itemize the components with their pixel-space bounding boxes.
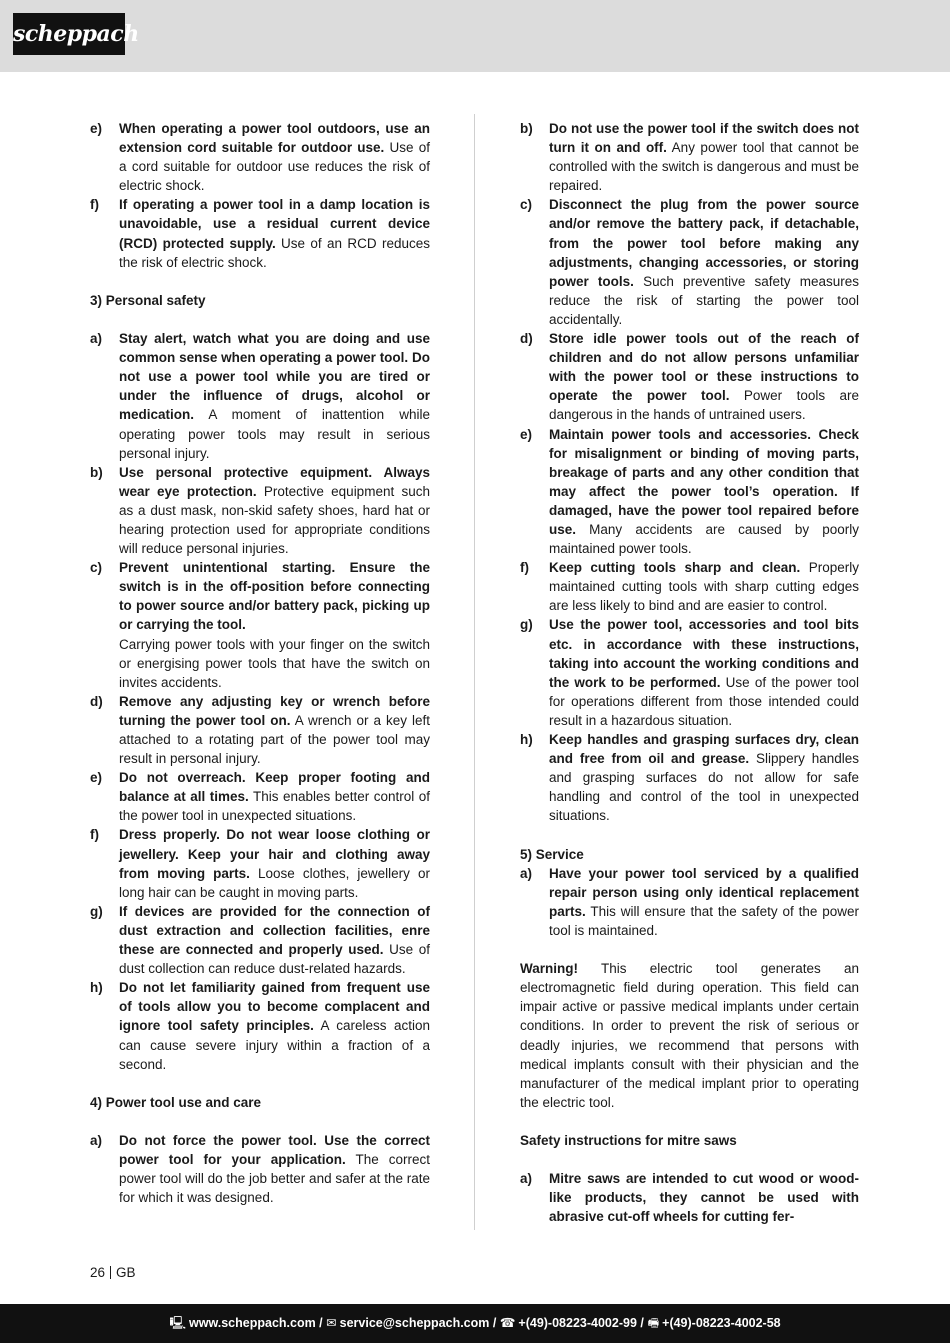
item-bold-text: If operating a power tool in a damp location is unavoidable, use a residual current device (RCD) protected supply. bbox=[119, 197, 430, 251]
right-column bbox=[520, 119, 859, 1226]
section-heading: 4) Power tool use and care bbox=[90, 1094, 262, 1110]
item-text: Protective equipment such as a dust mask, non-skid safety shoes, hard hat or hearing protection used for appropriate conditions will reduce personal injuries. bbox=[119, 483, 430, 557]
item-label: g) bbox=[90, 903, 103, 919]
item-text: Use of an RCD reduces the risk of electric shock. bbox=[119, 235, 430, 270]
page-number-value: 26 bbox=[90, 1265, 106, 1280]
item-bold-text: Use the power tool, accessories and tool bits etc. in accordance with these instructions, taking into account the working conditions and the work to be performed. bbox=[549, 617, 859, 690]
list-item bbox=[520, 615, 859, 730]
item-text: A moment of inattention while operating power tools may result in serious personal injury. bbox=[119, 407, 430, 461]
item-label: g) bbox=[520, 617, 533, 633]
list-item bbox=[90, 329, 430, 463]
item-text: Properly maintained cutting tools with sharp cutting edges are less likely to bind and are easier to control. bbox=[549, 560, 859, 614]
item-label: a) bbox=[90, 1132, 103, 1148]
column-divider bbox=[474, 114, 475, 1230]
item-bold-text: Have your power tool serviced by a qualified repair person using only identical replacement parts. bbox=[549, 865, 859, 919]
item-bold-text: Mitre saws are intended to cut wood or wood-like products, they cannot be used with abrasive cut-off wheels for cutting fer- bbox=[549, 1171, 859, 1225]
left-column bbox=[90, 119, 430, 1207]
item-text: The correct power tool will do the job better and safer at the rate for which it was designed. bbox=[119, 1152, 430, 1206]
item-text: Slippery handles and grasping surfaces do not allow for safe handling and control of the tool in unexpected situations. bbox=[549, 751, 859, 824]
item-label: a) bbox=[520, 1171, 533, 1187]
item-bold-text: Maintain power tools and accessories. Check for misalignment or binding of moving parts, breakage of parts and any other condition that may affect the power tool’s operation. If damaged, have the power tool repaired before use. bbox=[549, 426, 859, 537]
item-label: f) bbox=[90, 197, 99, 213]
warning-label: Warning! bbox=[520, 961, 578, 977]
list-item bbox=[520, 119, 859, 195]
list-item bbox=[520, 730, 859, 825]
item-label: b) bbox=[90, 464, 103, 480]
warning-paragraph bbox=[520, 959, 859, 1112]
footer-fax: +(49)-08223-4002-58 bbox=[662, 1316, 781, 1330]
list-item bbox=[90, 825, 430, 901]
item-text: Any power tool that cannot be controlled with the switch is dangerous and must be repaired. bbox=[549, 140, 859, 194]
email-icon: ✉ bbox=[326, 1316, 337, 1330]
item-bold-text: Do not use the power tool if the switch does not turn it on and off. bbox=[549, 121, 859, 156]
item-text: Use of dust collection can reduce dust-related hazards. bbox=[119, 942, 430, 977]
item-label: c) bbox=[520, 197, 533, 213]
section-heading: Safety instructions for mitre saws bbox=[520, 1132, 737, 1148]
item-text: This will ensure that the safety of the power tool is maintained. bbox=[549, 903, 859, 938]
footer-website: www.scheppach.com / bbox=[189, 1316, 323, 1330]
brand-logo: scheppach bbox=[13, 13, 125, 55]
item-bold-text: Keep handles and grasping surfaces dry, clean and free from oil and grease. bbox=[549, 732, 859, 767]
item-text: Carrying power tools with your finger on the switch or energising power tools that have the switch on invites accidents. bbox=[119, 636, 430, 690]
list-item bbox=[520, 195, 859, 329]
list-item bbox=[520, 558, 859, 615]
item-label: d) bbox=[520, 331, 533, 347]
warning-text: This electric tool generates an electromagnetic field during operation. This field can impair active or passive medical implants under certain conditions. In order to prevent the risk of serious or deadly injuries, we recommend that persons with medical implants consult with their physician and the manufacturer of the medical implant prior to operating the electric tool. bbox=[520, 961, 859, 1110]
list-item bbox=[90, 463, 430, 558]
list-item bbox=[90, 902, 430, 978]
item-text: Loose clothes, jewellery or long hair can be caught in moving parts. bbox=[119, 865, 430, 900]
list-item bbox=[90, 195, 430, 271]
computer-icon: 🖳 bbox=[169, 1316, 187, 1330]
fax-icon: 🖷 bbox=[647, 1316, 660, 1330]
phone-icon: ☎ bbox=[499, 1316, 516, 1330]
list-item bbox=[520, 425, 859, 559]
item-bold-text: Do not overreach. Keep proper footing and balance at all times. bbox=[119, 770, 430, 805]
list-item bbox=[520, 864, 859, 940]
list-item bbox=[90, 692, 430, 768]
item-label: e) bbox=[90, 770, 103, 786]
item-bold-text: Stay alert, watch what you are doing and use common sense when operating a power tool. Do not use a power tool while you are tired or under the influence of drugs, alcohol or medication. bbox=[119, 331, 430, 423]
footer-email: service@scheppach.com / bbox=[339, 1316, 497, 1330]
footer-phone: +(49)-08223-4002-99 / bbox=[518, 1316, 644, 1330]
item-label: d) bbox=[90, 693, 103, 709]
list-item bbox=[90, 119, 430, 195]
list-item bbox=[90, 768, 430, 825]
footer-bar bbox=[0, 1304, 950, 1343]
item-label: h) bbox=[520, 732, 533, 747]
list-item bbox=[520, 1169, 859, 1226]
item-text: Such preventive safety measures reduce the risk of starting the power tool accidentally. bbox=[549, 273, 859, 327]
section-heading: 3) Personal safety bbox=[90, 292, 206, 308]
page-number bbox=[90, 1265, 136, 1281]
item-label: f) bbox=[520, 560, 529, 576]
list-item bbox=[90, 558, 430, 692]
item-bold-text: When operating a power tool outdoors, use an extension cord suitable for outdoor use. bbox=[119, 121, 430, 156]
item-bold-text: If devices are provided for the connection of dust extraction and collection facilities, enre these are connected and properly used. bbox=[119, 903, 430, 958]
item-text: A careless action can cause severe injury within a fraction of a second. bbox=[119, 1018, 430, 1072]
item-label: f) bbox=[90, 827, 99, 843]
item-bold-text: Disconnect the plug from the power source and/or remove the battery pack, if detachable, from the power tool before making any adjustments, changing accessories, or storing power tools. bbox=[549, 197, 859, 289]
item-label: e) bbox=[90, 121, 103, 136]
page-language: GB bbox=[116, 1265, 136, 1280]
item-bold-text: Store idle power tools out of the reach of children and do not allow persons unfamiliar with the power tool or these instructions to operate the power tool. bbox=[549, 331, 859, 404]
item-text: Use of a cord suitable for outdoor use reduces the risk of electric shock. bbox=[119, 140, 430, 194]
item-bold-text: Do not let familiarity gained from frequent use of tools allow you to become complacent and ignore tool safety principles. bbox=[119, 980, 430, 1034]
item-bold-text: Prevent unintentional starting. Ensure the switch is in the off-position before connecting to power source and/or battery pack, picking up or carrying the tool. bbox=[119, 560, 430, 633]
item-text: Use of the power tool for operations different from those intended could result in a hazardous situation. bbox=[549, 674, 859, 728]
item-text: This enables better control of the power tool in unexpected situations. bbox=[119, 789, 430, 824]
item-label: e) bbox=[520, 426, 533, 442]
section-heading: 5) Service bbox=[520, 846, 584, 862]
page-number-separator bbox=[110, 1266, 111, 1279]
item-label: c) bbox=[90, 560, 103, 576]
list-item bbox=[90, 978, 430, 1073]
header-bar bbox=[0, 0, 950, 72]
item-label: b) bbox=[520, 121, 533, 136]
item-text: Power tools are dangerous in the hands of untrained users. bbox=[549, 388, 859, 423]
item-bold-text: Keep cutting tools sharp and clean. bbox=[549, 560, 801, 576]
item-bold-text: Remove any adjusting key or wrench before turning the power tool on. bbox=[119, 693, 430, 728]
item-bold-text: Do not force the power tool. Use the correct power tool for your application. bbox=[119, 1132, 430, 1168]
list-item bbox=[520, 329, 859, 424]
item-label: a) bbox=[520, 865, 533, 881]
item-label: a) bbox=[90, 331, 103, 347]
list-item bbox=[90, 1131, 430, 1207]
item-text: Many accidents are caused by poorly maintained power tools. bbox=[549, 521, 859, 557]
item-label: h) bbox=[90, 980, 103, 996]
item-bold-text: Dress properly. Do not wear loose clothing or jewellery. Keep your hair and clothing away from moving parts. bbox=[119, 827, 430, 881]
item-text: A wrench or a key left attached to a rotating part of the power tool may result in personal injury. bbox=[119, 712, 430, 767]
item-bold-text: Use personal protective equipment. Always wear eye protection. bbox=[119, 464, 430, 499]
